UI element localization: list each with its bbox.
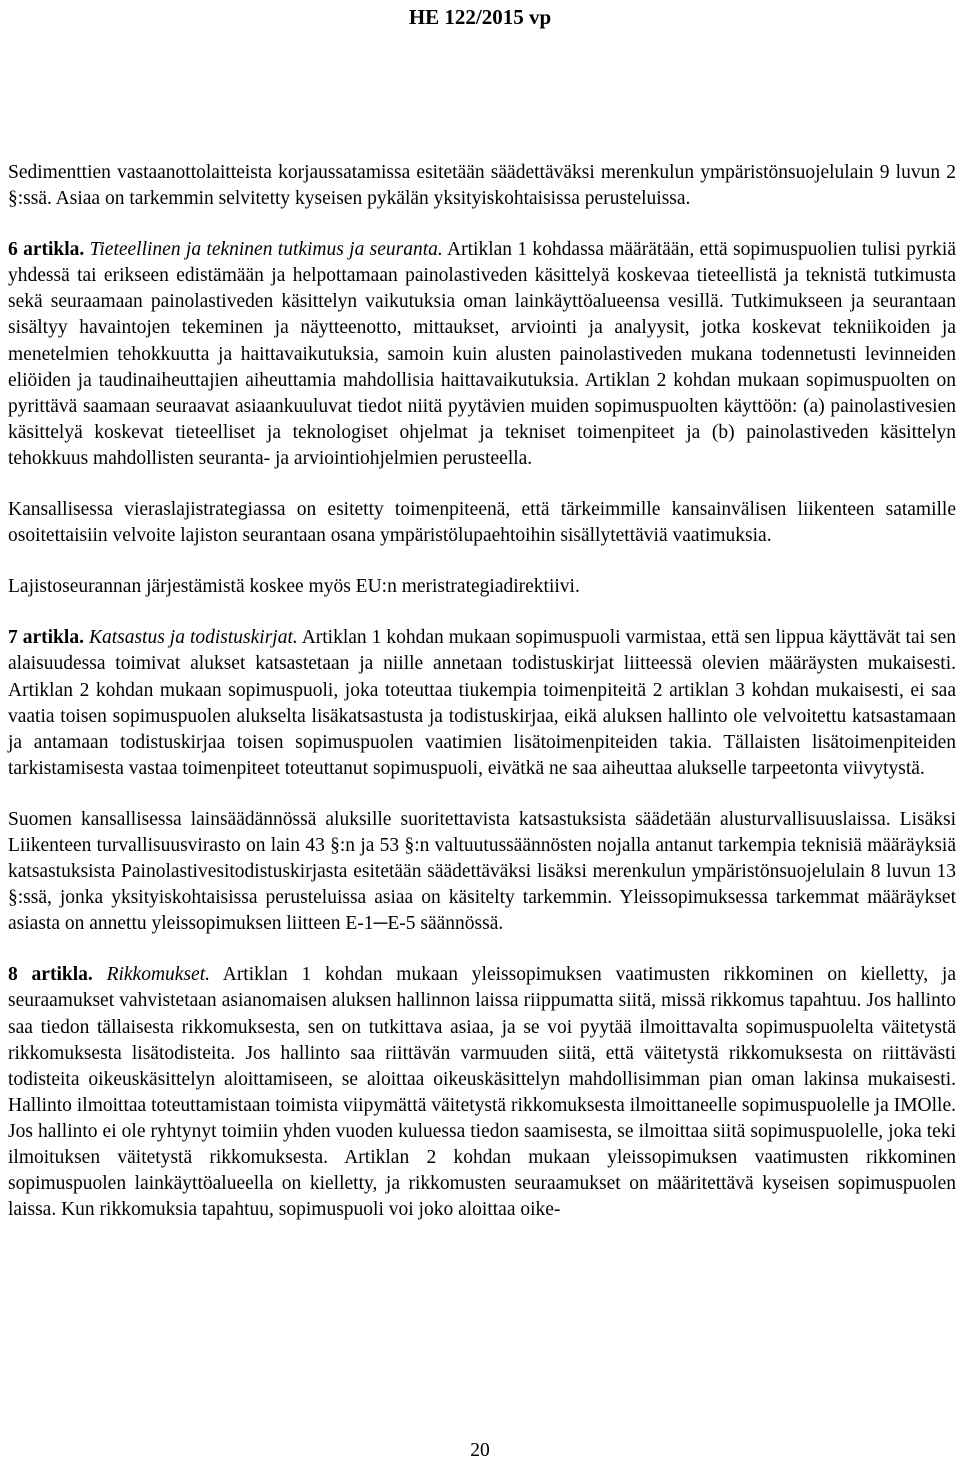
paragraph-species-monitoring [8,574,956,600]
paragraph-sediment-facilities [8,160,956,212]
article-title: Katsastus ja todistuskirjat. [88,627,298,649]
paragraph-text: Lajistoseurannan järjestämistä koskee myös EU:n meristrategiadirektiivi. [8,576,580,598]
article-title: Rikkomukset. [106,964,210,986]
document-header [0,4,960,30]
paragraph-national-legislation [8,807,956,937]
paragraph-article-7 [8,625,956,782]
paragraph-invasive-species-strategy [8,497,956,549]
paragraph-text: Suomen kansallisessa lainsäädännössä aluksille suoritettavista katsastuksista säädetään alusturvallisuuslaissa. Lisäksi Liikenteen turvallisuusvirasto on lain 43 §:n ja 53 §:n valtuutussäännösten nojalla antanut tarkempia teknisiä määräyksiä katsastuksista Painolastivesitodistuskirjasta esitetään säädettäväksi lisäksi merenkulun ympäristönsuojelulain 8 luvun 13 §:ssä, jonka yksityiskohtaisissa perusteluissa asiaa on käsitelty tarkemmin. Yleissopimuksessa tarkemmat määräykset asiasta on annettu yleissopimuksen liitteen E-1─E-5 säännössä. [8,808,956,935]
paragraph-text: Artiklan 1 kohdassa määrätään, että sopimuspuolien tulisi pyrkiä yhdessä tai erikseen edistämään ja helpottamaan painolastiveden käsittelyä koskevaa tieteellistä ja teknistä tutkimusta sekä seuraamaan painolastiveden käsittelyn vaikutuksia oman lainkäyttöalueensa vesillä. Tutkimukseen ja seurantaan sisältyy havaintojen tekeminen ja näytteenotto, mittaukset, arviointi ja analyysit, jotka koskevat tekniikoiden ja menetelmien tehokkuutta ja haittavaikutuksia, samoin kuin alusten painolastiveden mukana todennetusti levinneiden eliöiden ja taudinaiheuttajien aiheuttamia mahdollisia haittavaikutuksia. Artiklan 2 kohdan mukaan sopimuspuolten on pyrittävä saamaan seuraavat asiaankuuluvat tiedot niitä pyytävien muiden sopimuspuolten käyttöön: (a) painolastivesien käsittelyä koskevat tieteelliset ja teknologiset ohjelmat ja tekniset toimenpiteet ja (b) painolastiveden käsittelyn tehokkuus mahdollisten seuranta- ja arviointiohjelmien perusteella. [8,239,956,469]
article-number: 8 artikla. [8,964,93,986]
article-number: 6 artikla. [8,239,85,261]
paragraph-article-6 [8,237,956,472]
paragraph-article-8 [8,962,956,1223]
article-number: 7 artikla. [8,627,84,649]
paragraph-text: Sedimenttien vastaanottolaitteista korjaussatamissa esitetään säädettäväksi merenkulun ympäristönsuojelulain 9 luvun 2 §:ssä. Asiaa on tarkemmin selvitetty kyseisen pykälän yksityiskohtaisissa perusteluissa. [8,162,956,210]
paragraph-text: Artiklan 1 kohdan mukaan sopimuspuoli varmistaa, että sen lippua käyttävät tai sen alaisuudessa toimivat alukset katsastetaan ja niille annetaan todistuskirjat liitteessä olevien määräysten mukaisesti. Artiklan 2 kohdan mukaan sopimuspuoli, joka toteuttaa tiukempia toimenpiteitä 2 artiklan 3 kohdan mukaisesti, ei saa vaatia toisen sopimuspuolen alukselta lisäkatsastusta ja todistuskirjaa, eikä aluksen hallinto ole velvoitettu katsastamaan ja antamaan todistuskirjaa toisen sopimuspuolen vaatimien lisätoimenpiteiden takia. Tällaisten lisätoimenpiteiden tarkistamisesta vastaa toimenpiteet toteuttanut sopimuspuoli, eivätkä ne saa aiheuttaa alukselle tarpeetonta viivytystä. [8,627,957,779]
document-id: HE 122/2015 vp [408,5,552,29]
paragraph-text: Kansallisessa vieraslajistrategiassa on esitetty toimenpiteenä, että tärkeimmille kansainvälisen liikenteen satamille osoitettaisiin velvoite lajiston seurantaan osana ympäristölupaehtoihin sisällytettäviä vaatimuksia. [8,499,956,547]
page-number: 20 [470,1440,490,1461]
document-body [8,160,956,1248]
paragraph-text: Artiklan 1 kohdan mukaan yleissopimuksen vaatimusten rikkominen on kielletty, ja seuraamukset vahvistetaan asianomaisen aluksen hallinnon laissa riippumatta siitä, missä rikkomus tapahtuu. Jos hallinto saa tiedon tällaisesta rikkomuksesta, sen on tutkittava asiaa, ja se voi pyytää ilmoittavalta sopimuspuolelta väitetystä rikkomuksesta lisätodisteita. Jos hallinto saa riittävän varmuuden siitä, että väitetystä rikkomuksesta on riittävästi todisteita oikeuskäsittelyn aloittamiseen, se aloittaa oikeuskäsittelyn mahdollisimman pian oman lakinsa mukaisesti. Hallinto ilmoittaa toteuttamistaan toimista viipymättä väitetystä rikkomuksesta ilmoittaneelle sopimuspuolelle ja IMOlle. Jos hallinto ei ole ryhtynyt toimiin yhden vuoden kuluessa tiedon saamisesta, se ilmoittaa siitä sopimuspuolelle, joka teki ilmoituksen väitetystä rikkomuksesta. Artiklan 2 kohdan mukaan yleissopimuksen vaatimusten rikkominen sopimuspuolen lainkäyttöalueella on kielletty, ja rikkomusten seuraamukset on määritettävä kyseisen sopimuspuolen laissa. Kun rikkomuksia tapahtuu, sopimuspuoli voi joko aloittaa oike- [8,964,956,1221]
article-title: Tieteellinen ja tekninen tutkimus ja seuranta. [89,239,443,261]
